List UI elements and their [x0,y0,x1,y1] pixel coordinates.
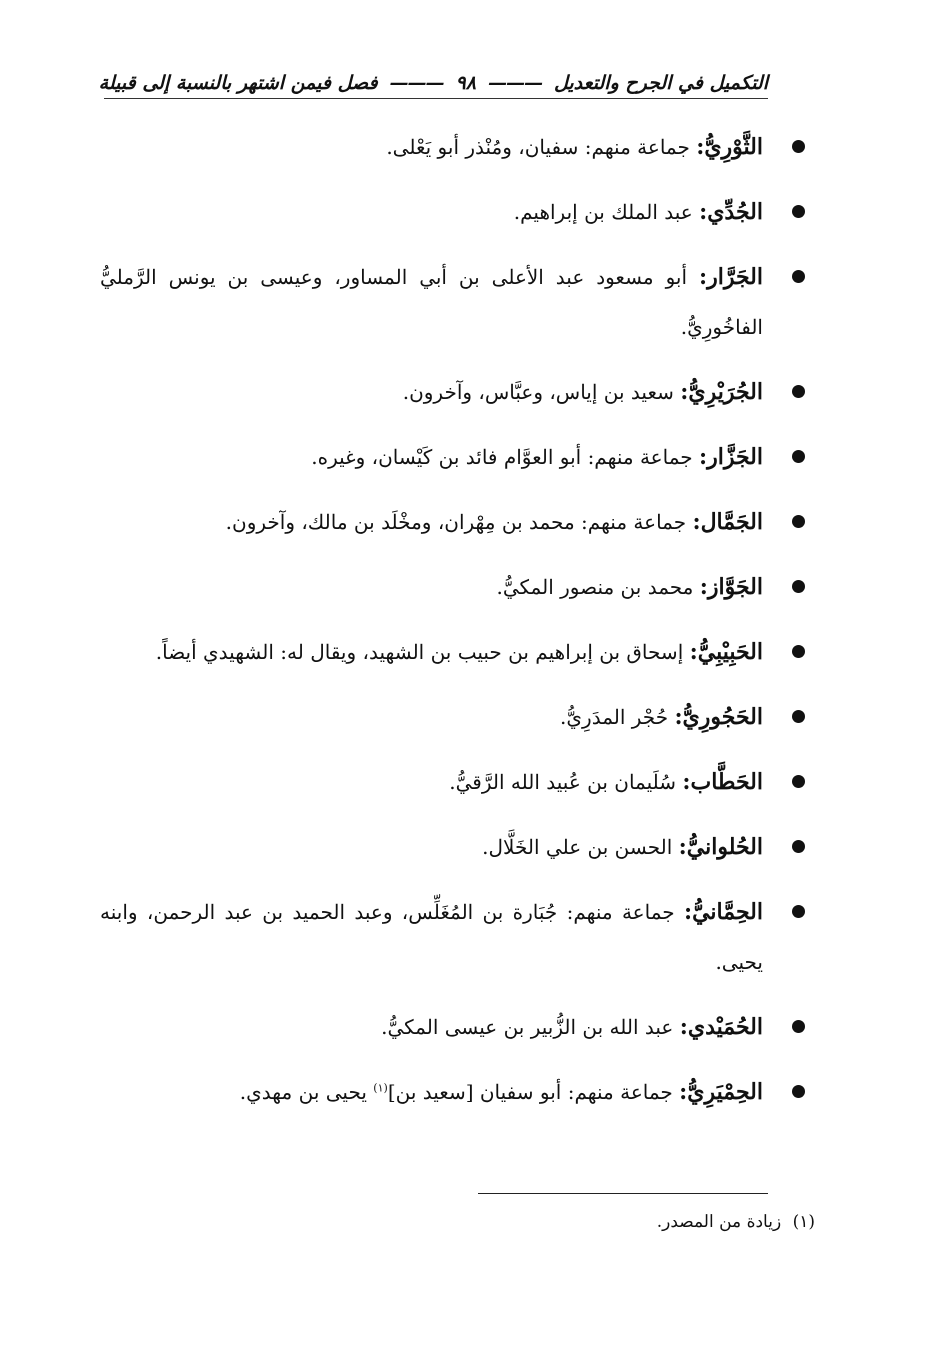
list-item [100,1002,805,1052]
entry-term: الجَرَّار: [698,264,763,290]
entry-term: الجَمَّال: [692,509,763,535]
list-item [100,497,805,547]
list-item [100,432,805,482]
list-item [100,1067,805,1117]
entry-term: الحُمَيْدي: [679,1014,763,1040]
footnote-number: (١) [792,1212,815,1232]
list-item [100,122,805,172]
bullet-icon [792,1085,805,1098]
entry-text: محمد بن منصور المكيُّ. [496,575,700,599]
entry-term: الحِمْيَرِيُّ: [679,1079,763,1105]
list-item [100,187,805,237]
list-item [100,757,805,807]
header-separator: ——— [487,72,542,94]
bullet-icon [792,580,805,593]
entry-text: جماعة منهم: أبو سفيان [سعيد بن] [387,1080,680,1104]
entry-text: عبد الله بن الزُّبير بن عيسى المكيُّ. [381,1015,680,1039]
page-number: ٩٨ [455,72,476,94]
header-separator: ——— [389,72,444,94]
entry-text: جماعة منهم: جُبَارة بن المُغَلِّس، وعبد الحميد بن عبد الرحمن، وابنه يحيى. [100,900,763,974]
entry-term: الجُدِّي: [699,199,763,225]
bullet-icon [792,205,805,218]
bullet-icon [792,645,805,658]
running-header [98,72,768,99]
entry-term: الجُرَيْرِيُّ: [680,379,763,405]
entry-text: سُلَيمان بن عُبيد الله الرَّقيُّ. [449,770,683,794]
entry-text: سعيد بن إياس، وعبَّاس، وآخرون. [402,380,681,404]
entry-text: الحسن بن علي الخَلَّال. [482,835,679,859]
entry-term: الحَجُورِيُّ: [674,704,763,730]
bullet-icon [792,710,805,723]
list-item [100,562,805,612]
list-item [100,887,805,987]
entry-text: أبو مسعود عبد الأعلى بن أبي المساور، وعيسى بن يونس الرَّمليُّ الفاخُورِيُّ. [100,265,763,339]
entry-text: يحيى بن مهدي. [239,1080,374,1104]
entry-text: حُجْر المدَرِيُّ. [560,705,675,729]
bullet-icon [792,515,805,528]
entry-text: جماعة منهم: محمد بن مِهْران، ومخْلَد بن مالك، وآخرون. [225,510,693,534]
list-item [100,822,805,872]
entry-term: الثَّوْرِيُّ: [696,134,763,160]
book-title: التكميل في الجرح والتعديل [553,72,768,94]
bullet-icon [792,775,805,788]
entry-term: الجَوَّاز: [699,574,763,600]
list-item [100,367,805,417]
list-item [100,692,805,742]
entry-text: جماعة منهم: أبو العوَّام فائد بن كَيْسان، وغيره. [311,445,699,469]
entry-text: إسحاق بن إبراهيم بن حبيب بن الشهيد، ويقال له: الشهيدي أيضاً. [155,640,690,664]
entry-term: الجَزَّار: [698,444,763,470]
entry-text: عبد الملك بن إبراهيم. [513,200,700,224]
bullet-icon [792,450,805,463]
footnote-text: زيادة من المصدر. [656,1212,782,1232]
bullet-icon [792,140,805,153]
section-title: فصل فيمن اشتهر بالنسبة إلى قبيلة [98,72,378,94]
entry-term: الحِمَّانيُّ: [683,899,763,925]
footnote-divider [478,1193,768,1194]
bullet-icon [792,1020,805,1033]
footnote-reference[interactable]: (١) [373,1081,388,1095]
entry-term: الحُلوانيُّ: [678,834,763,860]
bullet-icon [792,385,805,398]
bullet-icon [792,840,805,853]
footnote [300,1212,815,1232]
entry-term: الحَطَّاب: [682,769,763,795]
entry-list [100,122,805,1132]
entry-text: جماعة منهم: سفيان، ومُنْذر أبو يَعْلى. [386,135,697,159]
list-item [100,627,805,677]
list-item [100,252,805,352]
entry-term: الحَبِيْبِيُّ: [689,639,763,665]
bullet-icon [792,905,805,918]
bullet-icon [792,270,805,283]
